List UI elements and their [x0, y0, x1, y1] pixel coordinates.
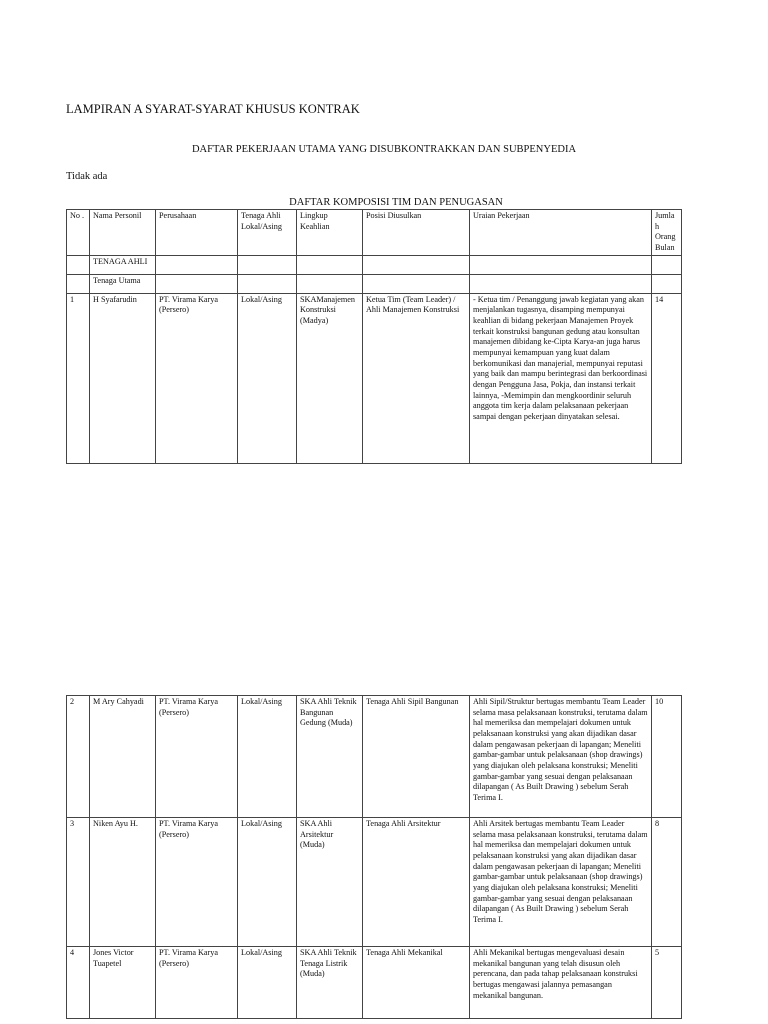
cell-jumlah: 5 [652, 947, 682, 1019]
table-title: DAFTAR KOMPOSISI TIM DAN PENUGASAN [289, 197, 503, 208]
cell-posisi: Tenaga Ahli Sipil Bangunan [363, 696, 470, 818]
cell-lingkup: SKA Ahli Teknik Bangunan Gedung (Muda) [297, 696, 363, 818]
cell-lingkup: SKA Ahli Teknik Tenaga Listrik (Muda) [297, 947, 363, 1019]
header-uraian: Uraian Pekerjaan [470, 210, 652, 256]
team-composition-table-continued [66, 695, 682, 1019]
section-text: Tidak ada [66, 171, 108, 182]
group-label: TENAGA AHLI [90, 255, 156, 274]
table-row [67, 818, 682, 947]
group-label: Tenaga Utama [90, 274, 156, 293]
cell-perusahaan: PT. Virama Karya (Persero) [156, 293, 238, 463]
cell-lingkup: SKAManajemen Konstruksi (Madya) [297, 293, 363, 463]
cell-posisi: Tenaga Ahli Mekanikal [363, 947, 470, 1019]
header-no: No . [67, 210, 90, 256]
header-nama: Nama Personil [90, 210, 156, 256]
team-composition-table [66, 209, 682, 464]
table-header-row [67, 210, 682, 256]
cell-no: 3 [67, 818, 90, 947]
cell-uraian: - Ketua tim / Penanggung jawab kegiatan yang akan menjalankan tugasnya, disamping mempunyai keahlian di bidang pekerjaan Manajemen Proyek terkait konstruksi bangunan gedung atau konsultan manajemen dibidang ke-Cipta Karya-an juga harus mempunyai kemampuan yang kuat dalam berkomunikasi dan manajerial, mempunyai reputasi yang baik dan mampu berintegrasi dan berkoordinasi dengan Pengguna Jasa, Pokja, dan instansi terkait lainnya, -Memimpin dan mengkoordinir seluruh anggota tim kerja dalam pelaksanaan pekerjaan sampai dengan pekerjaan dinyatakan selesai. [470, 293, 652, 463]
header-lingkup: Lingkup Keahlian [297, 210, 363, 256]
cell-nama: Niken Ayu H. [90, 818, 156, 947]
header-jumlah: Jumlah Orang Bulan [652, 210, 682, 256]
cell-no: 1 [67, 293, 90, 463]
cell-tenaga: Lokal/Asing [238, 818, 297, 947]
cell-tenaga: Lokal/Asing [238, 947, 297, 1019]
cell-no: 4 [67, 947, 90, 1019]
cell-uraian: Ahli Mekanikal bertugas mengevaluasi desain mekanikal bangunan yang telah disusun oleh perencana, dan pada tahap pelaksanaan konstruksi bertugas mengawasi jalannya pemasangan mekanikal bangunan. [470, 947, 652, 1019]
table-row [67, 696, 682, 818]
group-row-tenaga-ahli [67, 255, 682, 274]
cell-perusahaan: PT. Virama Karya (Persero) [156, 818, 238, 947]
cell-perusahaan: PT. Virama Karya (Persero) [156, 947, 238, 1019]
table-row [67, 947, 682, 1019]
cell-jumlah: 8 [652, 818, 682, 947]
document-title: LAMPIRAN A SYARAT-SYARAT KHUSUS KONTRAK [66, 102, 360, 116]
cell-perusahaan: PT. Virama Karya (Persero) [156, 696, 238, 818]
cell-lingkup: SKA Ahli Arsitektur (Muda) [297, 818, 363, 947]
header-tenaga: Tenaga Ahli Lokal/Asing [238, 210, 297, 256]
cell-uraian: Ahli Arsitek bertugas membantu Team Leader selama masa pelaksanaan konstruksi, terutama dalam hal memeriksa dan mempelajari dokumen untuk pelaksanaan konstruksi yang akan dijadikan dasar dalam pengawasan pekerjaan di lapangan; Meneliti gambar-gambar untuk pelaksanaan (shop drawings) yang diajukan oleh pelaksana konstruksi; Meneliti gambar-gambar yang sesuai dengan pelaksanaan dilapangan ( As Built Drawing ) sebelum Serah Terima I. [470, 818, 652, 947]
cell-jumlah: 10 [652, 696, 682, 818]
table-row [67, 293, 682, 463]
cell-no: 2 [67, 696, 90, 818]
header-perusahaan: Perusahaan [156, 210, 238, 256]
group-row-tenaga-utama [67, 274, 682, 293]
header-posisi: Posisi Diusulkan [363, 210, 470, 256]
cell-tenaga: Lokal/Asing [238, 293, 297, 463]
cell-nama: Jones Victor Tuapetel [90, 947, 156, 1019]
cell-posisi: Ketua Tim (Team Leader) / Ahli Manajemen Konstruksi [363, 293, 470, 463]
cell-nama: M Ary Cahyadi [90, 696, 156, 818]
section-title: DAFTAR PEKERJAAN UTAMA YANG DISUBKONTRAKKAN DAN SUBPENYEDIA [191, 144, 577, 155]
cell-uraian: Ahli Sipil/Struktur bertugas membantu Team Leader selama masa pelaksanaan konstruksi, terutama dalam hal memeriksa dan mempelajari dokumen untuk pelaksanaan konstruksi yang akan dijadikan dasar dalam pengawasan pekerjaan di lapangan; Meneliti gambar-gambar untuk pelaksanaan (shop drawings) yang diajukan oleh pelaksana konstruksi; Meneliti gambar-gambar yang sesuai dengan pelaksanaan dilapangan ( As Built Drawing ) sebelum Serah Terima I. [470, 696, 652, 818]
cell-jumlah: 14 [652, 293, 682, 463]
cell-tenaga: Lokal/Asing [238, 696, 297, 818]
cell-posisi: Tenaga Ahli Arsitektur [363, 818, 470, 947]
cell-nama: H Syafarudin [90, 293, 156, 463]
